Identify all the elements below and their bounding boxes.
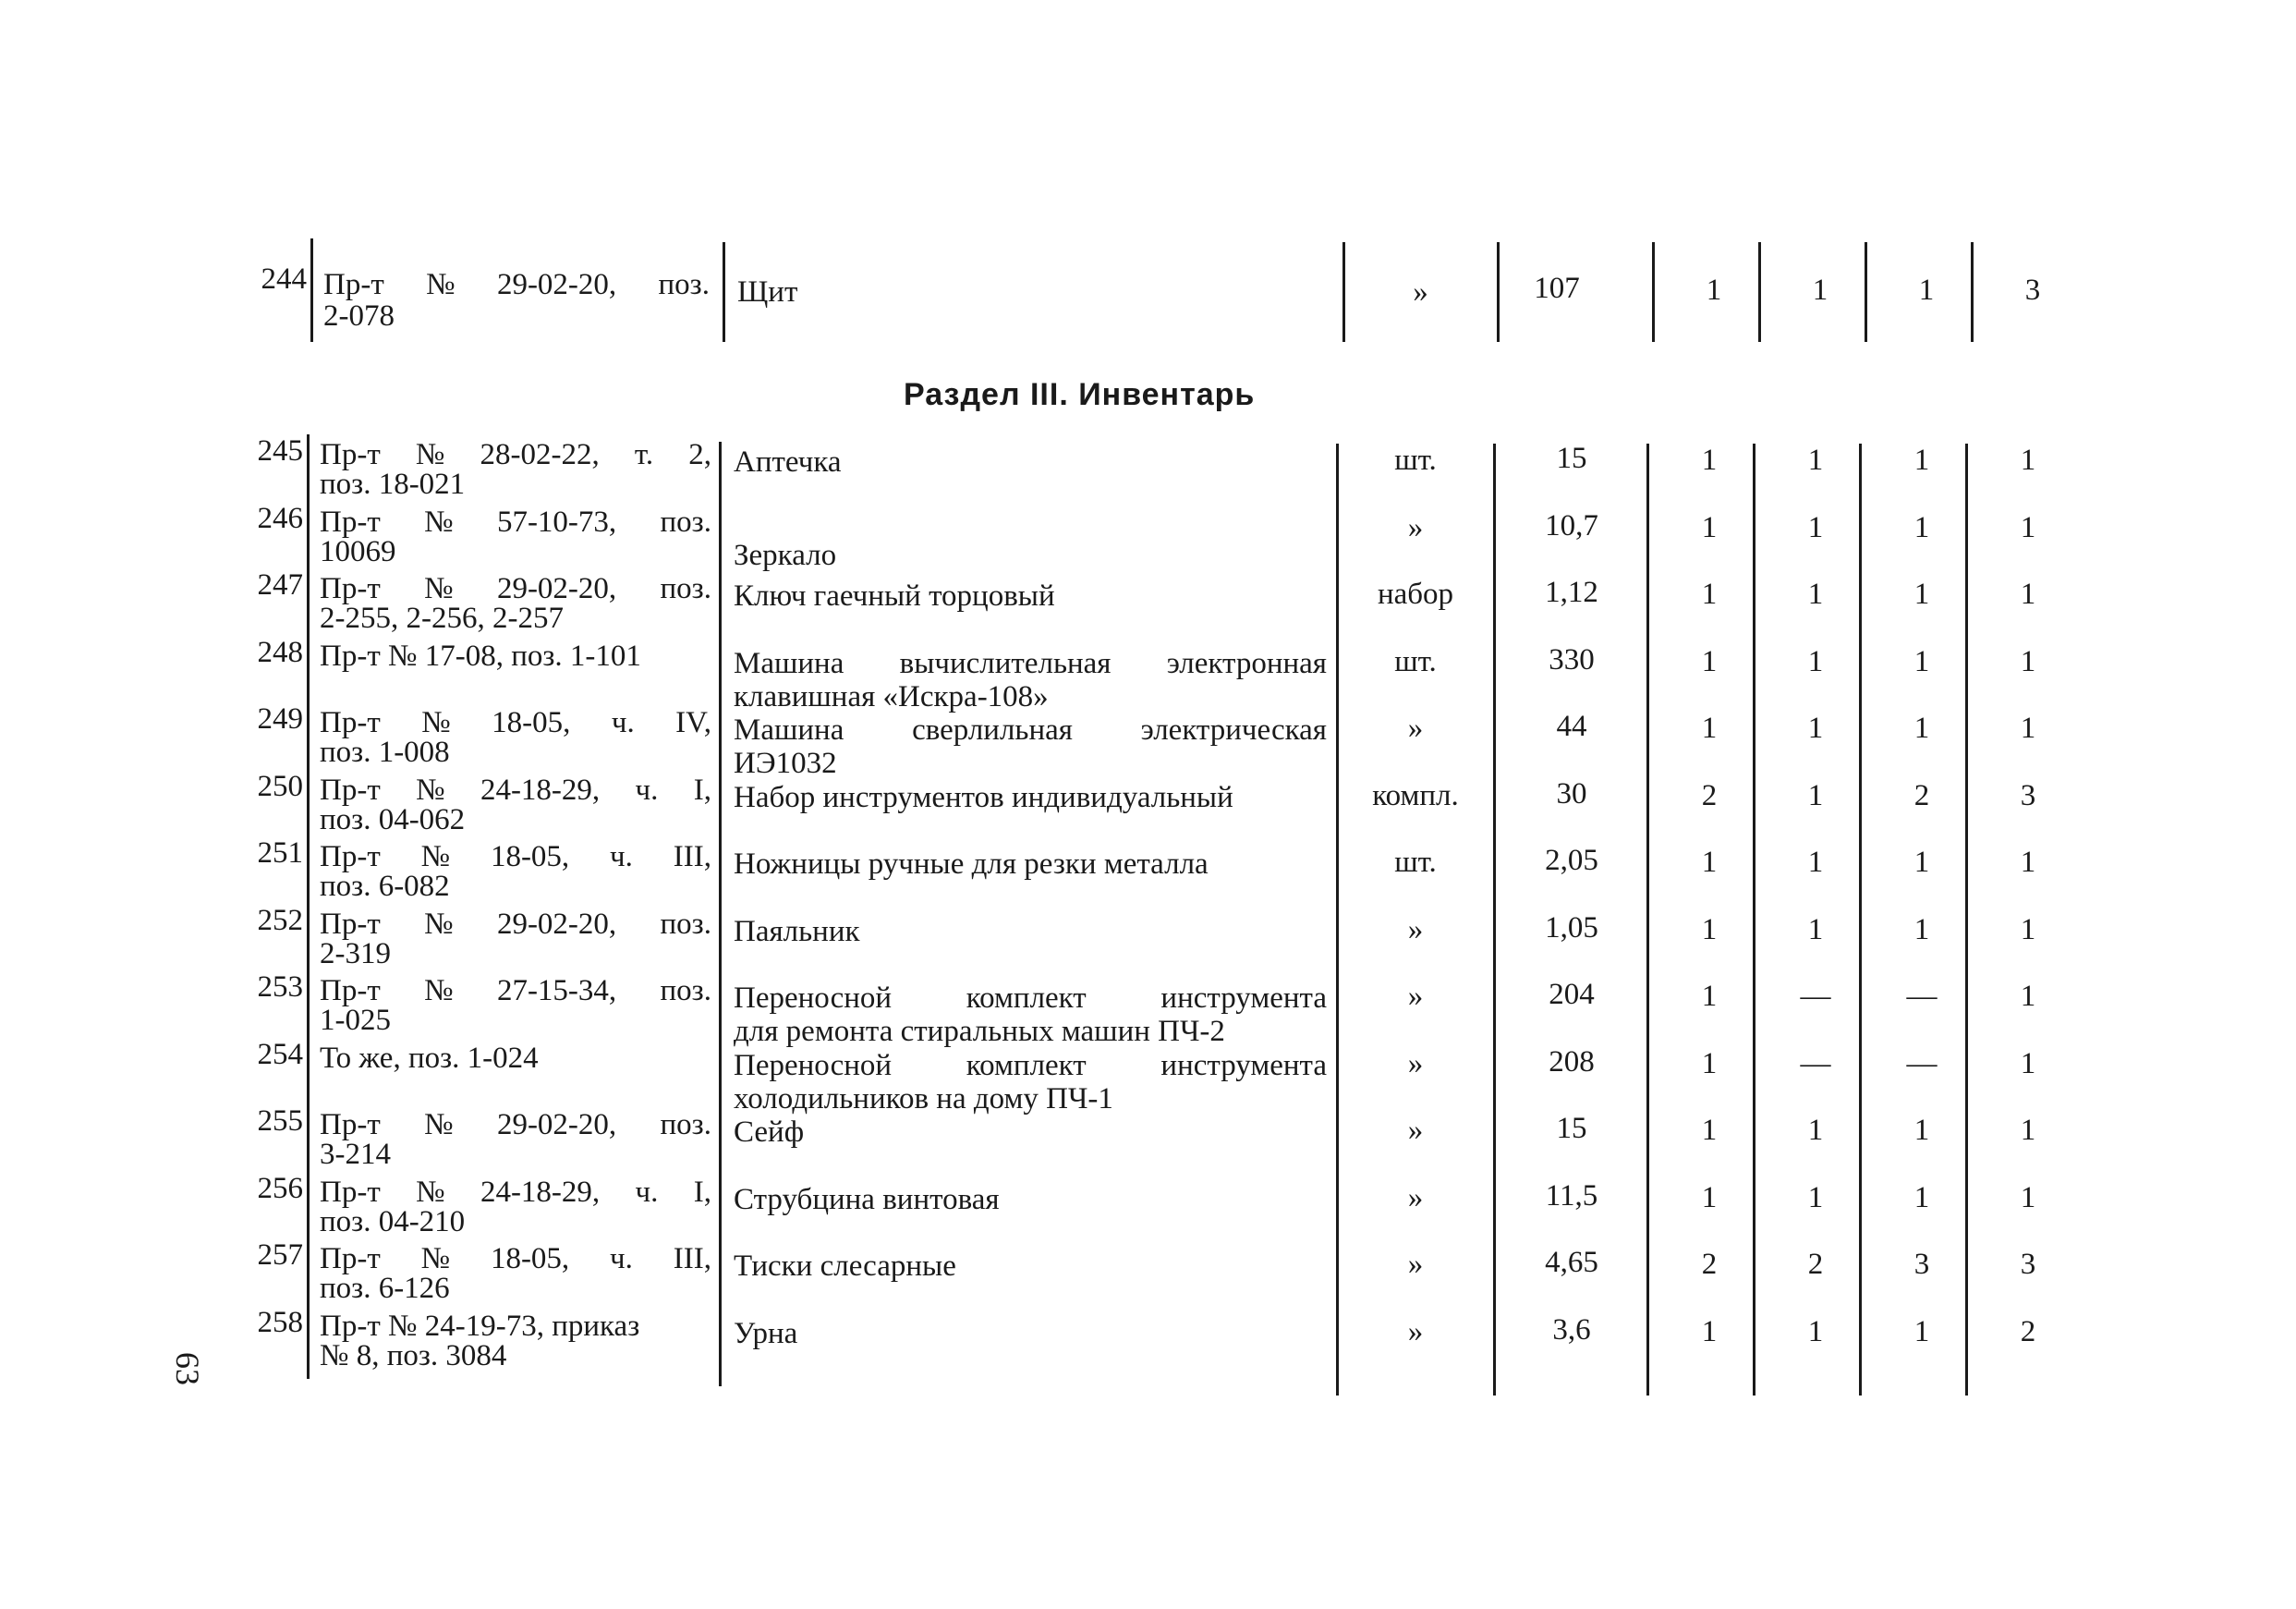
qty-col-3: 1: [1913, 1181, 1930, 1214]
qty-col-3: 1: [1913, 444, 1930, 477]
qty-col-2: 1: [1807, 1315, 1824, 1348]
item-name: Щит: [737, 275, 798, 309]
reference-line: [320, 572, 711, 605]
row-number: 253: [257, 970, 303, 1004]
ref-word: Пр-т: [320, 774, 381, 807]
ref-word: Пр-т: [320, 840, 381, 873]
ref-word: 2,: [688, 438, 711, 471]
qty-col-4: 1: [2020, 1047, 2036, 1080]
qty-col-4: 1: [2020, 578, 2036, 611]
reference-line: [320, 840, 711, 873]
ref-word: 18-05,: [490, 840, 570, 873]
qty-col-1: 1: [1701, 1181, 1718, 1214]
qty-col-4: 1: [2020, 511, 2036, 544]
qty-col-4: 1: [2020, 444, 2036, 477]
reference-line: [320, 1310, 639, 1343]
ref-word: №: [424, 908, 454, 941]
qty-col-3: 1: [1913, 1114, 1930, 1147]
price: 15: [1556, 1112, 1587, 1145]
reference-line-2: 2-319: [320, 937, 391, 970]
ref-word: Пр-т: [320, 1242, 381, 1275]
qty-col-1: 1: [1701, 645, 1718, 678]
row-number: 255: [257, 1104, 303, 1138]
item-name-line-2: клавишная «Искра-108»: [734, 680, 1049, 713]
ref-word: 18-05,: [492, 706, 571, 739]
ref-word: т.: [634, 438, 654, 471]
row-number: 245: [257, 434, 303, 468]
ref-word: поз.: [660, 506, 711, 539]
divider-ref-name: [719, 442, 722, 1386]
qty-col-2: 1: [1807, 913, 1824, 946]
item-name-line-2: холодильников на дому ПЧ-1: [734, 1082, 1113, 1115]
qty-col-1: 1: [1701, 1114, 1718, 1147]
reference-line: [320, 506, 711, 539]
divider-num-ref: [307, 434, 310, 1379]
divider-price-c1: [1646, 444, 1649, 1396]
reference-line-2: № 8, поз. 3084: [320, 1339, 507, 1372]
qty-col-4: 2: [2020, 1315, 2036, 1348]
price: 44: [1556, 710, 1587, 743]
qty-col-1: 2: [1701, 1248, 1718, 1281]
reference-line: [320, 908, 711, 941]
divider-ref-name: [723, 242, 725, 342]
reference-line-2: 3-214: [320, 1138, 391, 1171]
ref-word: 57-10-73,: [496, 506, 617, 539]
qty-col-1: 1: [1701, 913, 1718, 946]
row-number: 258: [257, 1306, 303, 1339]
qty-col-3: 1: [1913, 846, 1930, 879]
row-number: 254: [257, 1038, 303, 1071]
ref-word: То же, поз. 1-024: [320, 1042, 539, 1075]
qty-col-2: 1: [1807, 511, 1824, 544]
qty-col-3: 1: [1918, 274, 1935, 307]
ref-word: №: [424, 506, 454, 539]
ref-word: №: [416, 774, 445, 807]
qty-col-1: 2: [1701, 779, 1718, 812]
item-name: Аптечка: [734, 445, 842, 479]
ref-word: Пр-т: [320, 1176, 381, 1209]
reference-line: [320, 640, 641, 673]
qty-col-2: 1: [1807, 578, 1824, 611]
qty-col-3: 1: [1913, 712, 1930, 745]
ref-word: ч.: [610, 840, 633, 873]
ref-word: III,: [673, 840, 711, 873]
price: 208: [1549, 1045, 1595, 1079]
unit: »: [1407, 913, 1424, 946]
ref-word: 24-18-29,: [480, 1176, 601, 1209]
ref-word: поз.: [658, 268, 710, 301]
ref-word: ч.: [611, 706, 635, 739]
qty-col-3: —: [1906, 980, 1938, 1013]
item-name-line-2: Зеркало: [734, 539, 837, 572]
item-name: Тиски слесарные: [734, 1249, 956, 1283]
unit: »: [1407, 1248, 1424, 1281]
ref-word: Пр-т: [320, 572, 381, 605]
unit: набор: [1377, 578, 1454, 611]
row-number: 256: [257, 1172, 303, 1205]
ref-word: 27-15-34,: [496, 974, 617, 1007]
qty-col-2: 1: [1807, 645, 1824, 678]
reference-line: [320, 774, 711, 807]
reference-line: [323, 268, 710, 301]
price: 204: [1549, 978, 1595, 1011]
qty-col-3: 1: [1913, 1315, 1930, 1348]
qty-col-2: 1: [1807, 444, 1824, 477]
item-name: Переносной комплект инструмента: [734, 981, 1327, 1015]
qty-col-1: 1: [1701, 980, 1718, 1013]
qty-col-2: 1: [1807, 1114, 1824, 1147]
divider-unit-price: [1493, 444, 1496, 1396]
ref-word: 29-02-20,: [496, 268, 617, 301]
unit: »: [1407, 1114, 1424, 1147]
item-name-line-2: ИЭ1032: [734, 747, 837, 780]
qty-col-1: 1: [1701, 511, 1718, 544]
ref-word: поз.: [660, 1108, 711, 1141]
qty-col-3: —: [1906, 1047, 1938, 1080]
qty-col-4: 3: [2024, 274, 2041, 307]
ref-word: №: [420, 1242, 451, 1275]
unit: компл.: [1372, 779, 1459, 812]
reference-line: [320, 1242, 711, 1275]
ref-word: 29-02-20,: [496, 572, 617, 605]
qty-col-2: 2: [1807, 1248, 1824, 1281]
unit: »: [1407, 1315, 1424, 1348]
ref-word: №: [424, 572, 454, 605]
ref-word: Пр-т: [320, 706, 381, 739]
reference-line: [320, 974, 711, 1007]
unit: шт.: [1394, 846, 1437, 879]
qty-col-2: 1: [1812, 274, 1828, 307]
divider-name-unit: [1342, 242, 1345, 342]
ref-word: №: [426, 268, 456, 301]
row-number: 252: [257, 904, 303, 937]
reference-line: [320, 1108, 711, 1141]
unit: »: [1407, 712, 1424, 745]
qty-col-2: —: [1800, 980, 1831, 1013]
item-name: Урна: [734, 1317, 798, 1350]
price: 30: [1556, 777, 1587, 811]
row-number: 244: [261, 262, 307, 296]
price: 4,65: [1545, 1246, 1598, 1279]
qty-col-3: 3: [1913, 1248, 1930, 1281]
reference-line: [320, 438, 711, 471]
reference-line-2: поз. 04-210: [320, 1205, 466, 1238]
qty-col-4: 1: [2020, 1114, 2036, 1147]
qty-col-1: 1: [1701, 1047, 1718, 1080]
reference-line-2: поз. 1-008: [320, 736, 450, 769]
reference-line-2: поз. 6-082: [320, 870, 450, 903]
ref-word: ч.: [635, 774, 659, 807]
ref-word: 29-02-20,: [496, 908, 617, 941]
ref-word: Пр-т № 24-19-73, приказ: [320, 1310, 640, 1343]
item-name: Ножницы ручные для резки металла: [734, 847, 1209, 881]
ref-word: I,: [693, 774, 711, 807]
qty-col-3: 1: [1913, 578, 1930, 611]
ref-word: №: [424, 974, 454, 1007]
price: 1,05: [1545, 911, 1598, 945]
ref-word: ч.: [635, 1176, 659, 1209]
divider-name-unit: [1336, 444, 1339, 1396]
qty-col-4: 1: [2020, 1181, 2036, 1214]
price: 11,5: [1545, 1179, 1598, 1213]
qty-col-2: 1: [1807, 712, 1824, 745]
reference-line-2: поз. 04-062: [320, 803, 466, 836]
ref-word: Пр-т: [320, 438, 381, 471]
unit: »: [1407, 511, 1424, 544]
qty-col-3: 1: [1913, 645, 1930, 678]
unit: шт.: [1394, 444, 1437, 477]
item-name: Набор инструментов индивидуальный: [734, 781, 1233, 814]
ref-word: IV,: [675, 706, 711, 739]
price: 2,05: [1545, 844, 1598, 877]
row-number: 246: [257, 502, 303, 535]
qty-col-4: 3: [2020, 779, 2036, 812]
ref-word: №: [424, 1108, 454, 1141]
divider-price-c1: [1652, 242, 1655, 342]
price: 330: [1549, 643, 1595, 677]
reference-line-2: 2-255, 2-256, 2-257: [320, 602, 564, 635]
qty-col-1: 1: [1701, 444, 1718, 477]
qty-col-4: 1: [2020, 980, 2036, 1013]
ref-word: Пр-т № 17-08, поз. 1-101: [320, 640, 641, 673]
qty-col-1: 1: [1701, 578, 1718, 611]
ref-word: 28-02-22,: [480, 438, 600, 471]
unit: »: [1407, 1047, 1424, 1080]
price: 3,6: [1552, 1313, 1591, 1347]
qty-col-1: 1: [1701, 846, 1718, 879]
qty-col-2: —: [1800, 1047, 1831, 1080]
item-name: Сейф: [734, 1115, 805, 1149]
price: 107: [1534, 272, 1580, 305]
ref-word: ч.: [610, 1242, 633, 1275]
page-number: 63: [169, 1352, 206, 1385]
price: 1,12: [1545, 576, 1598, 609]
qty-col-4: 3: [2020, 1248, 2036, 1281]
ref-word: Пр-т: [320, 506, 381, 539]
price: 10,7: [1545, 509, 1598, 542]
unit: »: [1407, 1181, 1424, 1214]
item-name: Паяльник: [734, 915, 860, 948]
qty-col-3: 1: [1913, 511, 1930, 544]
qty-col-2: 1: [1807, 1181, 1824, 1214]
ref-word: I,: [693, 1176, 711, 1209]
row-number: 249: [257, 702, 303, 736]
qty-col-2: 1: [1807, 779, 1824, 812]
ref-word: №: [416, 1176, 445, 1209]
item-name: Ключ гаечный торцовый: [734, 579, 1055, 613]
ref-word: №: [421, 706, 451, 739]
reference-line-2: 1-025: [320, 1004, 391, 1037]
ref-word: 29-02-20,: [496, 1108, 617, 1141]
qty-col-1: 1: [1701, 1315, 1718, 1348]
ref-word: 24-18-29,: [480, 774, 601, 807]
ref-word: поз.: [660, 908, 711, 941]
divider-num-ref: [310, 238, 313, 342]
reference-line-2: 10069: [320, 535, 396, 568]
ref-word: Пр-т: [320, 974, 381, 1007]
row-number: 251: [257, 836, 303, 870]
qty-col-4: 1: [2020, 913, 2036, 946]
ref-word: Пр-т: [320, 1108, 381, 1141]
qty-col-3: 2: [1913, 779, 1930, 812]
qty-col-1: 1: [1706, 274, 1722, 307]
ref-word: поз.: [660, 572, 711, 605]
row-number: 257: [257, 1238, 303, 1272]
ref-word: Пр-т: [323, 268, 384, 301]
qty-col-3: 1: [1913, 913, 1930, 946]
row-number: 250: [257, 770, 303, 803]
reference-line-2: поз. 18-021: [320, 468, 466, 501]
reference-line: [320, 706, 711, 739]
ref-word: III,: [673, 1242, 711, 1275]
ref-word: 18-05,: [490, 1242, 570, 1275]
ref-word: №: [420, 840, 451, 873]
item-name: Машина сверлильная электрическая: [734, 713, 1327, 747]
ref-word: поз.: [660, 974, 711, 1007]
qty-col-4: 1: [2020, 645, 2036, 678]
qty-col-4: 1: [2020, 846, 2036, 879]
unit: шт.: [1394, 645, 1437, 678]
qty-col-1: 1: [1701, 712, 1718, 745]
price: 15: [1556, 442, 1587, 475]
row-number: 247: [257, 568, 303, 602]
reference-line: [320, 1042, 539, 1075]
item-name: Машина вычислительная электронная: [734, 647, 1327, 680]
unit: »: [1413, 275, 1428, 309]
ref-word: №: [415, 438, 445, 471]
qty-col-4: 1: [2020, 712, 2036, 745]
reference-line-2: 2-078: [323, 299, 395, 333]
row-number: 248: [257, 636, 303, 669]
unit: »: [1407, 980, 1424, 1013]
item-name: Переносной комплект инструмента: [734, 1049, 1327, 1082]
item-name: Струбцина винтовая: [734, 1183, 1000, 1216]
reference-line: [320, 1176, 711, 1209]
section-title: Раздел III. Инвентарь: [904, 377, 1256, 412]
item-name-line-2: для ремонта стиральных машин ПЧ-2: [734, 1015, 1225, 1048]
ref-word: Пр-т: [320, 908, 381, 941]
qty-col-2: 1: [1807, 846, 1824, 879]
reference-line-2: поз. 6-126: [320, 1272, 450, 1305]
